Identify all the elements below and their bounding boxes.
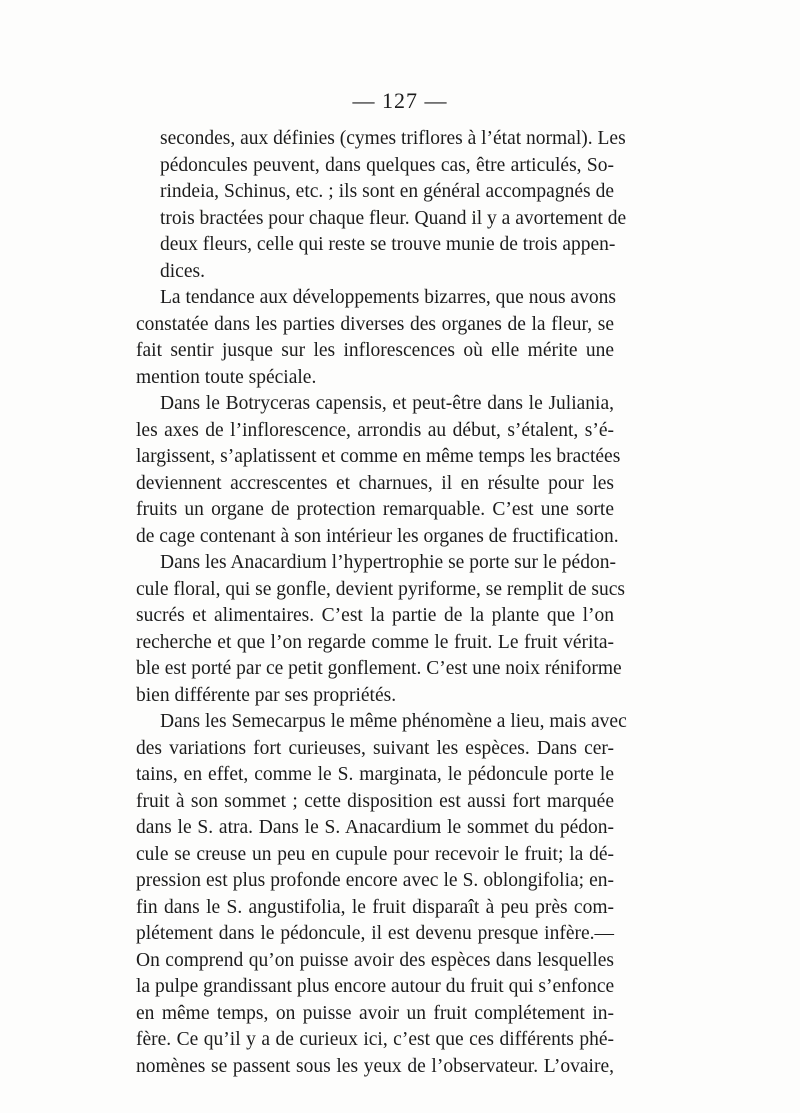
text-line: fruit à son sommet ; cette disposition est aussi fort marquée bbox=[136, 790, 614, 812]
text-line: Dans les Anacardium l’hypertrophie se porte sur le pédon- bbox=[160, 552, 616, 573]
text-line: la pulpe grandissant plus encore autour du fruit qui s’enfonce bbox=[136, 976, 615, 997]
paragraph-1 bbox=[136, 126, 627, 285]
text-line: plétement dans le pédoncule, il est devenu presque infère.— bbox=[136, 923, 614, 944]
body-text bbox=[136, 126, 627, 1080]
text-line: fait sentir jusque sur les inflorescences où elle mérite une bbox=[136, 340, 614, 361]
text-line: Dans le Botryceras capensis, et peut-être dans le Juliania, bbox=[160, 393, 614, 414]
text-line: recherche et que l’on regarde comme le fruit. Le fruit vérita- bbox=[136, 631, 614, 653]
text-line: dans le S. atra. Dans le S. Anacardium le sommet du pédon- bbox=[136, 817, 614, 838]
text-line: Dans les Semecarpus le même phénomène a lieu, mais avec bbox=[160, 711, 627, 732]
text-line: fin dans le S. angustifolia, le fruit disparaît à peu près com- bbox=[136, 896, 614, 918]
text-line: bien différente par ses propriétés. bbox=[136, 684, 397, 706]
paragraph-4 bbox=[136, 550, 625, 709]
text-line: ble est porté par ce petit gonflement. C’est une noix réniforme bbox=[136, 658, 622, 679]
text-line: nomènes se passent sous les yeux de l’observateur. L’ovaire, bbox=[136, 1055, 614, 1077]
text-line: deux fleurs, celle qui reste se trouve munie de trois appen- bbox=[160, 234, 616, 255]
text-line: rindeia, Schinus, etc. ; ils sont en général accompagnés de bbox=[160, 181, 614, 202]
text-line: des variations fort curieuses, suivant les espèces. Dans cer- bbox=[136, 737, 614, 759]
text-line: mention toute spéciale. bbox=[136, 366, 317, 388]
text-line: de cage contenant à son intérieur les organes de fructification. bbox=[136, 525, 619, 547]
text-line: tains, en effet, comme le S. marginata, le pédoncule porte le bbox=[136, 764, 614, 785]
paragraph-5 bbox=[136, 709, 627, 1080]
text-line: en même temps, on puisse avoir un fruit complétement in- bbox=[136, 1002, 614, 1024]
text-line: pédoncules peuvent, dans quelques cas, être articulés, So- bbox=[160, 154, 614, 176]
text-line: constatée dans les parties diverses des organes de la fleur, se bbox=[136, 313, 614, 335]
text-line: On comprend qu’on puisse avoir des espèces dans lesquelles bbox=[136, 949, 614, 971]
text-line: pression est plus profonde encore avec le S. oblongifolia; en- bbox=[136, 870, 614, 891]
text-line: cule floral, qui se gonfle, devient pyriforme, se remplit de sucs bbox=[136, 578, 625, 600]
text-line: deviennent accrescentes et charnues, il en résulte pour les bbox=[136, 472, 614, 494]
text-line: fère. Ce qu’il y a de curieux ici, c’est que ces différents phé- bbox=[136, 1029, 614, 1050]
text-line: trois bractées pour chaque fleur. Quand il y a avortement de bbox=[160, 207, 627, 229]
page-number: — 127 — bbox=[352, 88, 448, 113]
text-line: cule se creuse un peu en cupule pour recevoir le fruit; la dé- bbox=[136, 843, 614, 865]
paragraph-2 bbox=[136, 285, 614, 391]
paragraph-3 bbox=[136, 391, 621, 550]
text-line: La tendance aux développements bizarres, que nous avons bbox=[160, 287, 616, 308]
text-line: secondes, aux définies (cymes triflores à l’état normal). Les bbox=[160, 128, 626, 149]
text-line: dices. bbox=[160, 260, 205, 282]
text-line: les axes de l’inflorescence, arrondis au début, s’étalent, s’é- bbox=[136, 419, 614, 441]
text-line: fruits un organe de protection remarquable. C’est une sorte bbox=[136, 499, 614, 520]
text-line: sucrés et alimentaires. C’est la partie de la plante que l’on bbox=[136, 605, 614, 626]
text-line: largissent, s’aplatissent et comme en même temps les bractées bbox=[136, 446, 621, 467]
